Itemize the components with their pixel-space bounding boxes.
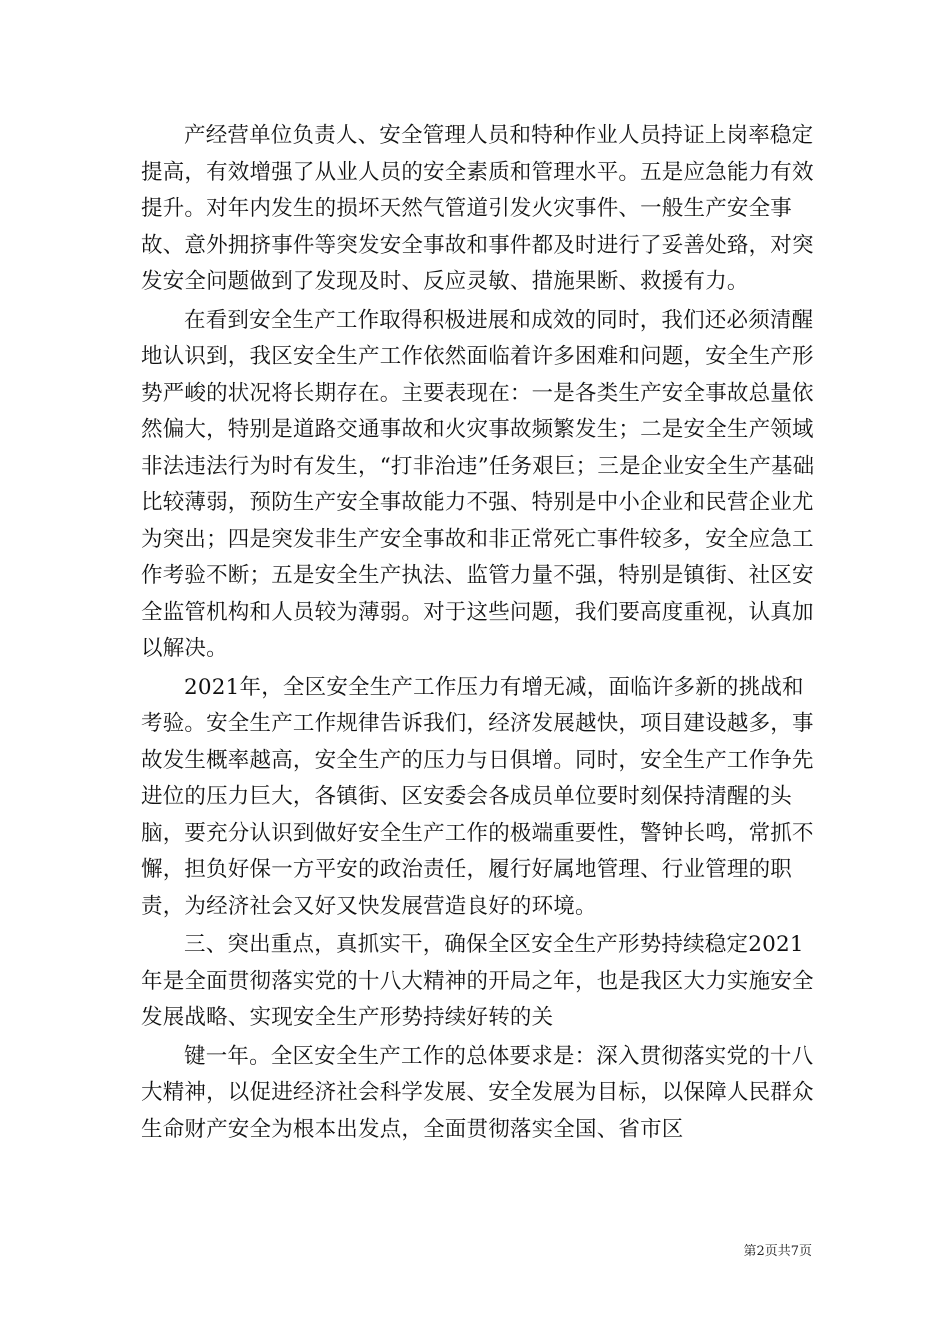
- paragraph-2: 在看到安全生产工作取得积极进展和成效的同时，我们还必须清醒地认识到，我区安全生产工作依然面临着许多困难和问题，安全生产形势严峻的状况将长期存在。主要表现在：一是各类生产安全事故总量依然偏大，特别是道路交通事故和火灾事故频繁发生；二是安全生产领域非法违法行为时有发生，“打非治违”任务艰巨；三是企业安全生产基础比较薄弱，预防生产安全事故能力不强、特别是中小企业和民营企业尤为突出；四是突发非生产安全事故和非正常死亡事件较多，安全应急工作考验不断；五是安全生产执法、监管力量不强，特别是镇街、社区安全监管机构和人员较为薄弱。对于这些问题，我们要高度重视，认真加以解决。: [141, 307, 815, 661]
- paragraph-3: 2021年，全区安全生产工作压力有增无减，面临许多新的挑战和考验。安全生产工作规律告诉我们，经济发展越快，项目建设越多，事故发生概率越高，安全生产的压力与日俱增。同时，安全生产工作争先进位的压力巨大，各镇街、区安委会各成员单位要时刻保持清醒的头脑，要充分认识到做好安全生产工作的极端重要性，警钟长鸣，常抓不懈，担负好保一方平安的政治责任，履行好属地管理、行业管理的职责，为经济社会又好又快发展营造良好的环境。: [141, 674, 814, 919]
- page-number-footer: 第2页共7页: [743, 1244, 812, 1259]
- document-body: [141, 118, 821, 1148]
- paragraph-4-section-heading: 三、突出重点，真抓实干，确保全区安全生产形势持续稳定2021年是全面贯彻落实党的十八大精神的开局之年，也是我区大力实施安全发展战略、实现安全生产形势持续好转的关: [141, 932, 814, 1030]
- paragraph-5: 键一年。全区安全生产工作的总体要求是：深入贯彻落实党的十八大精神，以促进经济社会科学发展、安全发展为目标，以保障人民群众生命财产安全为根本出发点，全面贯彻落实全国、省市区: [141, 1043, 814, 1142]
- paragraph-1: 产经营单位负责人、安全管理人员和特种作业人员持证上岗率稳定提高，有效增强了从业人员的安全素质和管理水平。五是应急能力有效提升。对年内发生的损坏天然气管道引发火灾事件、一般生产安全事故、意外拥挤事件等突发安全事故和事件都及时进行了妥善处臵，对突发安全问题做到了发现及时、反应灵敏、措施果断、救援有力。: [141, 123, 814, 294]
